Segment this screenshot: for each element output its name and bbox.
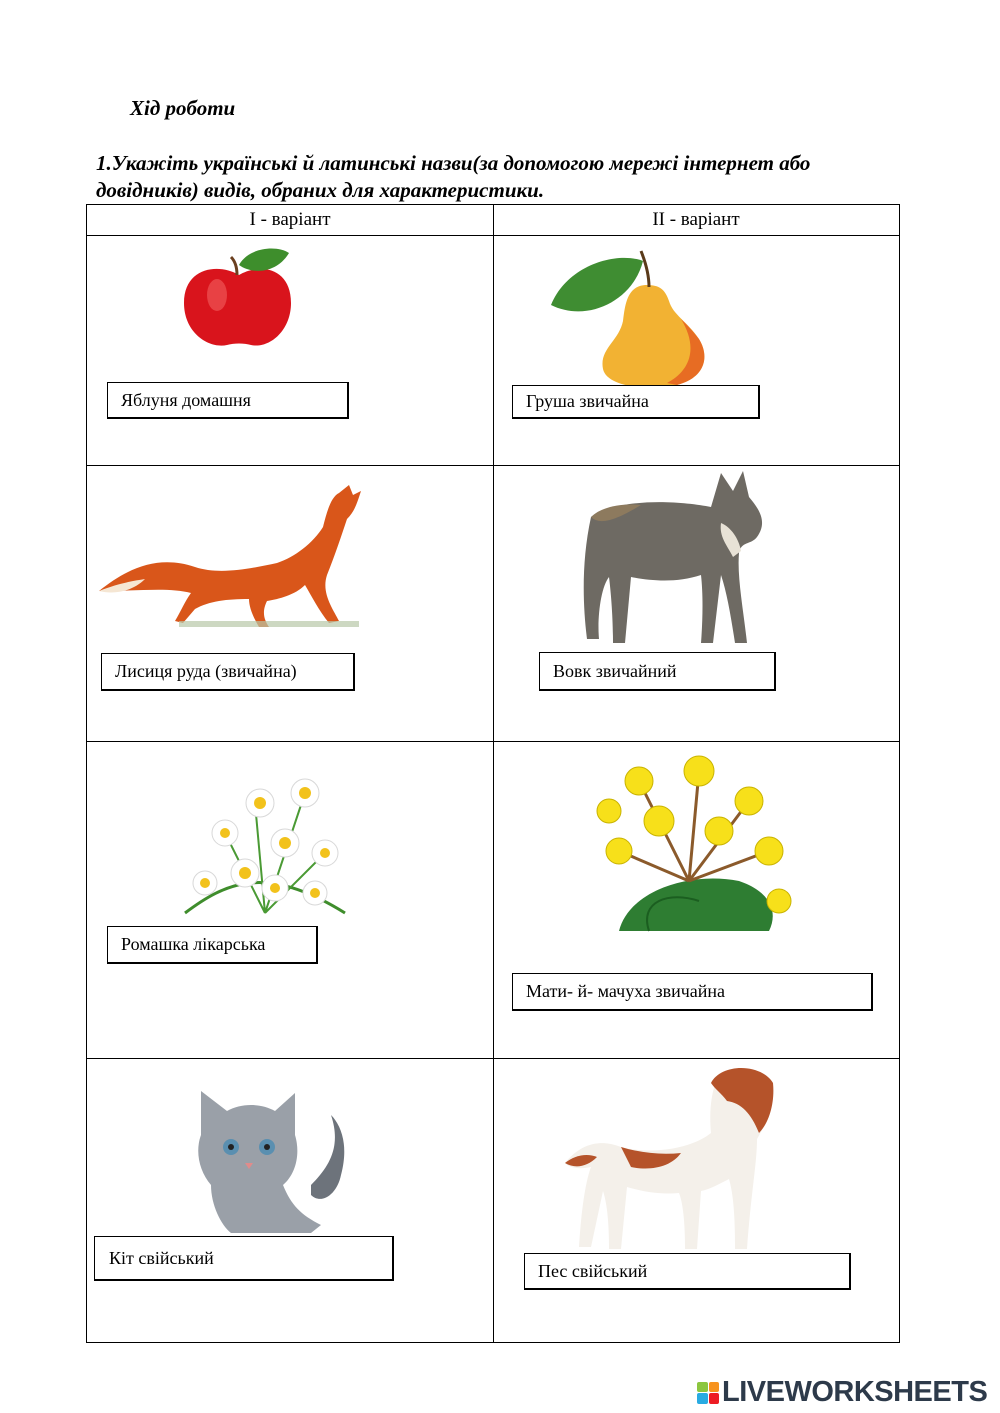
coltsfoot-icon xyxy=(579,751,801,936)
liveworksheets-logo xyxy=(697,1376,987,1409)
name-box-coltsfoot[interactable]: Мати- й- мачуха звичайна xyxy=(512,973,873,1011)
pear-icon xyxy=(547,245,717,390)
species-table xyxy=(86,204,900,1343)
name-box-cat[interactable]: Кіт свійський xyxy=(94,1236,394,1281)
name-box-apple[interactable]: Яблуня домашня xyxy=(107,382,349,419)
task-instruction: 1.Укажіть українські й латинські назви(за допомогою мережі інтернет або довідників) видів, обраних для характеристики. xyxy=(96,151,811,202)
wolf-icon xyxy=(581,467,771,649)
apple-icon xyxy=(179,245,299,350)
page-heading: Хід роботи xyxy=(130,96,236,120)
cat-icon xyxy=(191,1085,351,1235)
name-box-pear[interactable]: Груша звичайна xyxy=(512,385,760,419)
name-box-wolf[interactable]: Вовк звичайний xyxy=(539,652,776,691)
name-box-dog[interactable]: Пес свійський xyxy=(524,1253,851,1290)
fox-icon xyxy=(99,471,364,633)
column-header-variant-2: ІІ - варіант xyxy=(652,209,740,230)
name-box-fox[interactable]: Лисиця руда (звичайна) xyxy=(101,653,355,691)
liveworksheets-logo-icon xyxy=(697,1382,719,1404)
chamomile-icon xyxy=(165,763,365,923)
name-box-chamomile[interactable]: Ромашка лікарська xyxy=(107,926,318,964)
dog-icon xyxy=(561,1063,777,1255)
column-header-variant-1: І - варіант xyxy=(249,209,331,230)
brand-text: LIVEWORKSHEETS xyxy=(722,1376,988,1408)
